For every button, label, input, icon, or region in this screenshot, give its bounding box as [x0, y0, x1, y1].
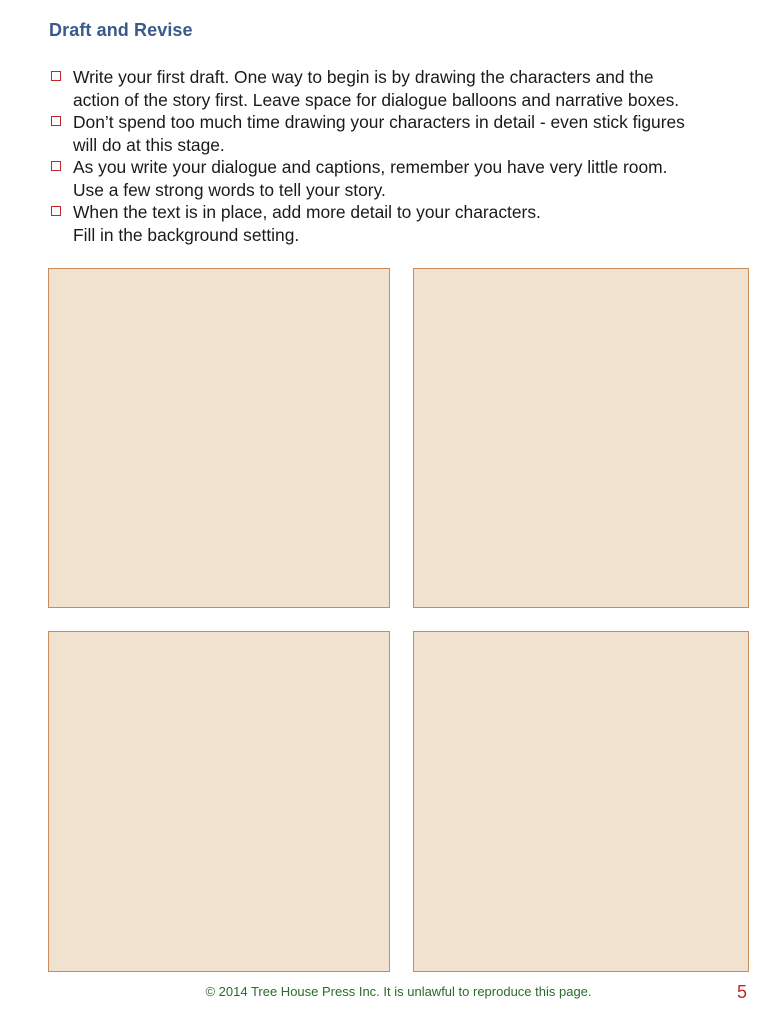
checklist-item: [49, 156, 749, 201]
checklist-item-text: Don’t spend too much time drawing your characters in detail - even stick figures will do at this stage.: [73, 112, 685, 155]
checklist-item: [49, 111, 749, 156]
checkbox-icon[interactable]: [51, 161, 61, 171]
checkbox-icon[interactable]: [51, 206, 61, 216]
checklist-item: [49, 66, 749, 111]
checklist: [49, 66, 749, 246]
checklist-item: [49, 201, 749, 246]
comic-panel-1[interactable]: [48, 268, 390, 608]
checkbox-icon[interactable]: [51, 116, 61, 126]
footer-copyright: © 2014 Tree House Press Inc. It is unlawful to reproduce this page.: [205, 984, 592, 999]
page-title: Draft and Revise: [49, 20, 193, 40]
comic-panel-3[interactable]: [48, 631, 390, 972]
checklist-item-text: When the text is in place, add more detail to your characters. Fill in the background setting.: [73, 202, 541, 245]
comic-panel-4[interactable]: [413, 631, 749, 972]
page-number: 5: [736, 982, 747, 1002]
checklist-item-text: Write your first draft. One way to begin is by drawing the characters and the action of the story first. Leave space for dialogue balloons and narrative boxes.: [73, 67, 680, 110]
checkbox-icon[interactable]: [51, 71, 61, 81]
checklist-item-text: As you write your dialogue and captions, remember you have very little room. Use a few strong words to tell your story.: [73, 157, 668, 200]
comic-panel-2[interactable]: [413, 268, 749, 608]
